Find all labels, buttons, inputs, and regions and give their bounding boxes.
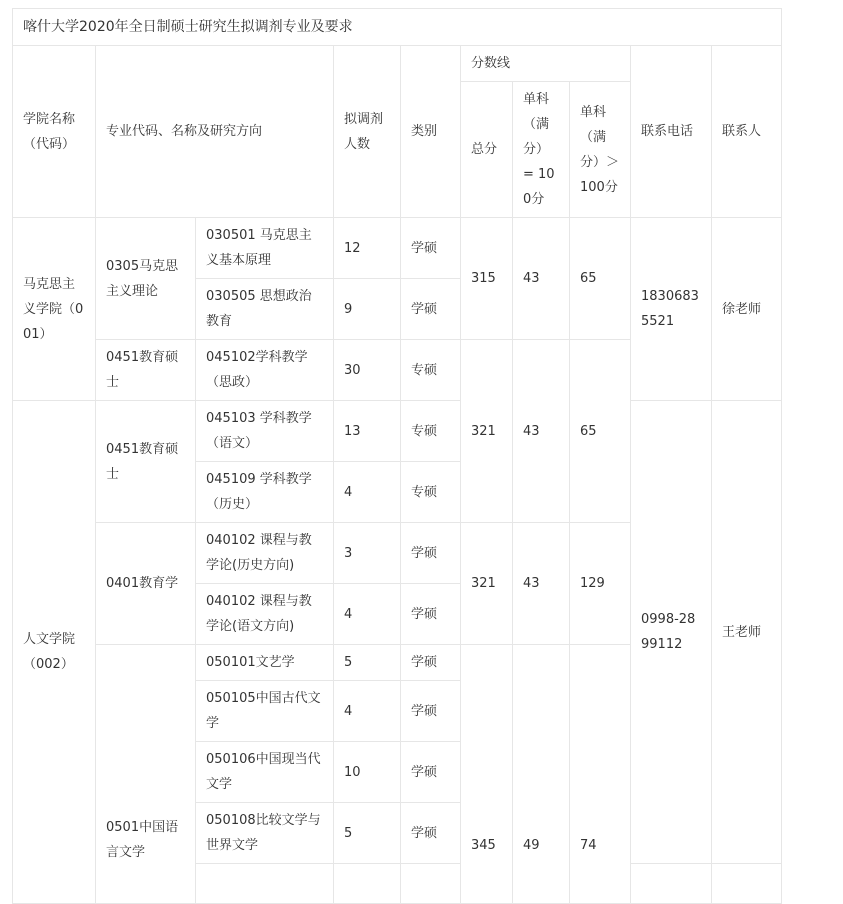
college-cell: 人文学院（002） [13,401,96,904]
header-contact: 联系人 [712,46,782,218]
header-type: 类别 [401,46,461,218]
header-single-gt100: 单科（满分）＞100分 [570,82,631,218]
table-row [13,218,782,279]
single-gt100-score-cell: 65 [570,340,631,523]
title-row [13,9,782,46]
major-group-cell: 0451教育硕士 [96,401,196,523]
total-score-cell: 321 [461,523,513,645]
contact-cell: 王老师 [712,401,782,864]
major-cell: 045109 学科教学（历史） [196,462,334,523]
major-group-cell: 0451教育硕士 [96,340,196,401]
type-cell: 学硕 [401,645,461,681]
count-cell: 30 [334,340,401,401]
header-row-1 [13,46,782,82]
type-cell: 学硕 [401,681,461,742]
header-score-line: 分数线 [461,46,631,82]
type-cell: 专硕 [401,340,461,401]
adjustment-table [12,8,782,904]
major-cell: 040102 课程与教学论(语文方向) [196,584,334,645]
type-cell: 学硕 [401,523,461,584]
contact-cell: 徐老师 [712,218,782,401]
phone-cell [631,864,712,904]
major-cell: 030501 马克思主义基本原理 [196,218,334,279]
count-cell: 12 [334,218,401,279]
single100-score-cell: 43 [513,340,570,523]
major-cell: 045103 学科教学（语文） [196,401,334,462]
header-single-100: 单科（满分）= 100分 [513,82,570,218]
major-group-cell: 0501中国语言文学 [96,645,196,904]
major-cell: 030505 思想政治教育 [196,279,334,340]
major-group-cell: 0401教育学 [96,523,196,645]
type-cell: 学硕 [401,279,461,340]
total-score-cell: 321 [461,340,513,523]
count-cell: 4 [334,681,401,742]
header-college: 学院名称（代码） [13,46,96,218]
count-cell [334,864,401,904]
major-cell: 050101文艺学 [196,645,334,681]
single-gt100-score-cell: 74 [570,645,631,904]
header-count: 拟调剂人数 [334,46,401,218]
type-cell [401,864,461,904]
table-row [13,401,782,462]
contact-cell [712,864,782,904]
type-cell: 专硕 [401,401,461,462]
total-score-cell: 315 [461,218,513,340]
count-cell: 4 [334,462,401,523]
phone-cell: 18306835521 [631,218,712,401]
header-total: 总分 [461,82,513,218]
type-cell: 专硕 [401,462,461,523]
single100-score-cell: 43 [513,218,570,340]
header-phone: 联系电话 [631,46,712,218]
count-cell: 13 [334,401,401,462]
count-cell: 10 [334,742,401,803]
single100-score-cell: 43 [513,523,570,645]
total-score-cell: 345 [461,645,513,904]
major-group-cell: 0305马克思主义理论 [96,218,196,340]
type-cell: 学硕 [401,742,461,803]
single100-score-cell: 49 [513,645,570,904]
major-cell: 040102 课程与教学论(历史方向) [196,523,334,584]
count-cell: 5 [334,803,401,864]
single-gt100-score-cell: 129 [570,523,631,645]
adjustment-table-wrapper [12,8,782,904]
major-cell: 050106中国现当代文学 [196,742,334,803]
college-cell: 马克思主义学院（001） [13,218,96,401]
count-cell: 5 [334,645,401,681]
major-cell: 045102学科教学（思政） [196,340,334,401]
major-cell: 050105中国古代文学 [196,681,334,742]
type-cell: 学硕 [401,803,461,864]
major-cell: 050108比较文学与世界文学 [196,803,334,864]
type-cell: 学硕 [401,218,461,279]
type-cell: 学硕 [401,584,461,645]
major-cell [196,864,334,904]
count-cell: 9 [334,279,401,340]
table-title: 喀什大学2020年全日制硕士研究生拟调剂专业及要求 [13,9,782,46]
header-major: 专业代码、名称及研究方向 [96,46,334,218]
count-cell: 3 [334,523,401,584]
single-gt100-score-cell: 65 [570,218,631,340]
count-cell: 4 [334,584,401,645]
phone-cell: 0998-2899112 [631,401,712,864]
